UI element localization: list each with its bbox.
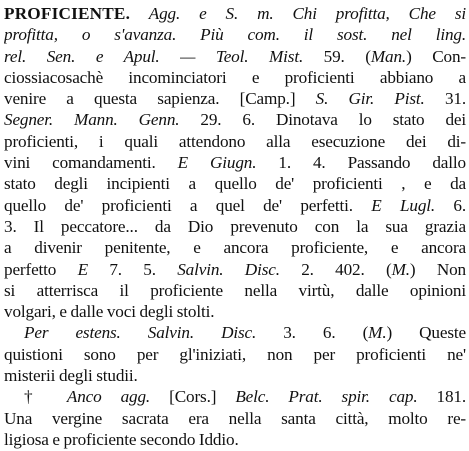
roman-text: 6. (435, 195, 466, 215)
italic-text: Segner. Mann. Genn. (4, 110, 180, 130)
roman-text: volgari, e dalle voci degli stolti. (4, 302, 215, 322)
entry-line (4, 3, 466, 24)
roman-text: 181. (417, 387, 466, 407)
roman-text: proficienti, i quali attendono alla esecuzione dei di- (4, 131, 466, 151)
italic-text: Anco agg. (66, 387, 151, 407)
italic-text: E Giugn. (177, 153, 257, 173)
entry-line (4, 408, 466, 429)
dictionary-entry (4, 3, 466, 450)
roman-text: misterii degli studii. (4, 366, 138, 386)
roman-text: ) Queste (386, 323, 466, 343)
entry-line (4, 131, 466, 152)
roman-text: † (24, 387, 67, 407)
roman-text: stato degli incipienti a quello de' proficienti , e da (4, 174, 466, 194)
entry-line (4, 88, 466, 109)
roman-text: quistioni sono per gl'iniziati, non per proficienti ne' (4, 344, 466, 364)
entry-line (4, 429, 466, 450)
roman-text: 29. 6. Dinotava lo stato dei (179, 110, 466, 130)
headword: PROFICIENTE. (4, 4, 131, 23)
italic-text: Man. (370, 46, 407, 66)
entry-line (4, 365, 466, 386)
roman-text: 59. ( (303, 46, 371, 66)
italic-text: Belc. Prat. spir. cap. (235, 387, 418, 407)
roman-text: ) Con- (406, 46, 466, 66)
entry-line (4, 67, 466, 88)
italic-text: rel. Sen. e Apul. — Teol. Mist. (4, 46, 304, 66)
entry-line (4, 301, 466, 322)
roman-text: 3. 6. ( (256, 323, 369, 343)
entry-line (4, 195, 466, 216)
italic-text: E Lugl. (371, 195, 436, 215)
entry-line (4, 152, 466, 173)
italic-text: Salvin. Disc. (177, 259, 280, 279)
italic-text: Per estens. Salvin. Disc. (24, 323, 257, 343)
entry-line (4, 173, 466, 194)
entry-line (4, 237, 466, 258)
roman-text: perfetto (4, 259, 78, 279)
roman-text: 1. 4. Passando dallo (256, 153, 466, 173)
italic-text: profitta, o s'avanza. Più com. il sost. nel ling. (4, 25, 466, 45)
entry-line (4, 259, 466, 280)
entry-line (4, 46, 466, 67)
roman-text: 7. 5. (87, 259, 178, 279)
roman-text: [Cors.] (150, 387, 236, 407)
roman-text: Una vergine sacrata era nella santa città, molto re- (4, 408, 466, 428)
roman-text: a divenir penitente, e ancora proficiente, e ancora (4, 238, 466, 258)
entry-line (4, 216, 466, 237)
entry-line (4, 322, 466, 343)
roman-text: 2. 402. ( (279, 259, 392, 279)
roman-text: ciossiacosachè incominciatori e proficienti abbiano a (4, 67, 466, 87)
italic-text: M. (368, 323, 387, 343)
italic-text: Agg. e S. m. Chi profitta, Che si (130, 4, 466, 23)
entry-line (4, 109, 466, 130)
roman-text: ) Non (409, 259, 466, 279)
italic-text: M. (391, 259, 410, 279)
roman-text: 3. Il peccatore... da Dio prevenuto con la sua grazia (4, 216, 466, 236)
italic-text: E (77, 259, 88, 279)
roman-text: venire a questa sapienza. [Camp.] (4, 89, 316, 109)
roman-text: 31. (424, 89, 466, 109)
roman-text: quello de' proficienti a quel de' perfetti. (4, 195, 372, 215)
entry-line (4, 24, 466, 45)
entry-line (4, 280, 466, 301)
roman-text: ligiosa e proficiente secondo Iddio. (4, 429, 239, 449)
entry-line (4, 344, 466, 365)
roman-text: vini comandamenti. (4, 153, 178, 173)
entry-line (4, 386, 466, 407)
italic-text: S. Gir. Pist. (315, 89, 425, 109)
roman-text: si atterrisca il proficiente nella virtù, dalle opinioni (4, 280, 466, 300)
